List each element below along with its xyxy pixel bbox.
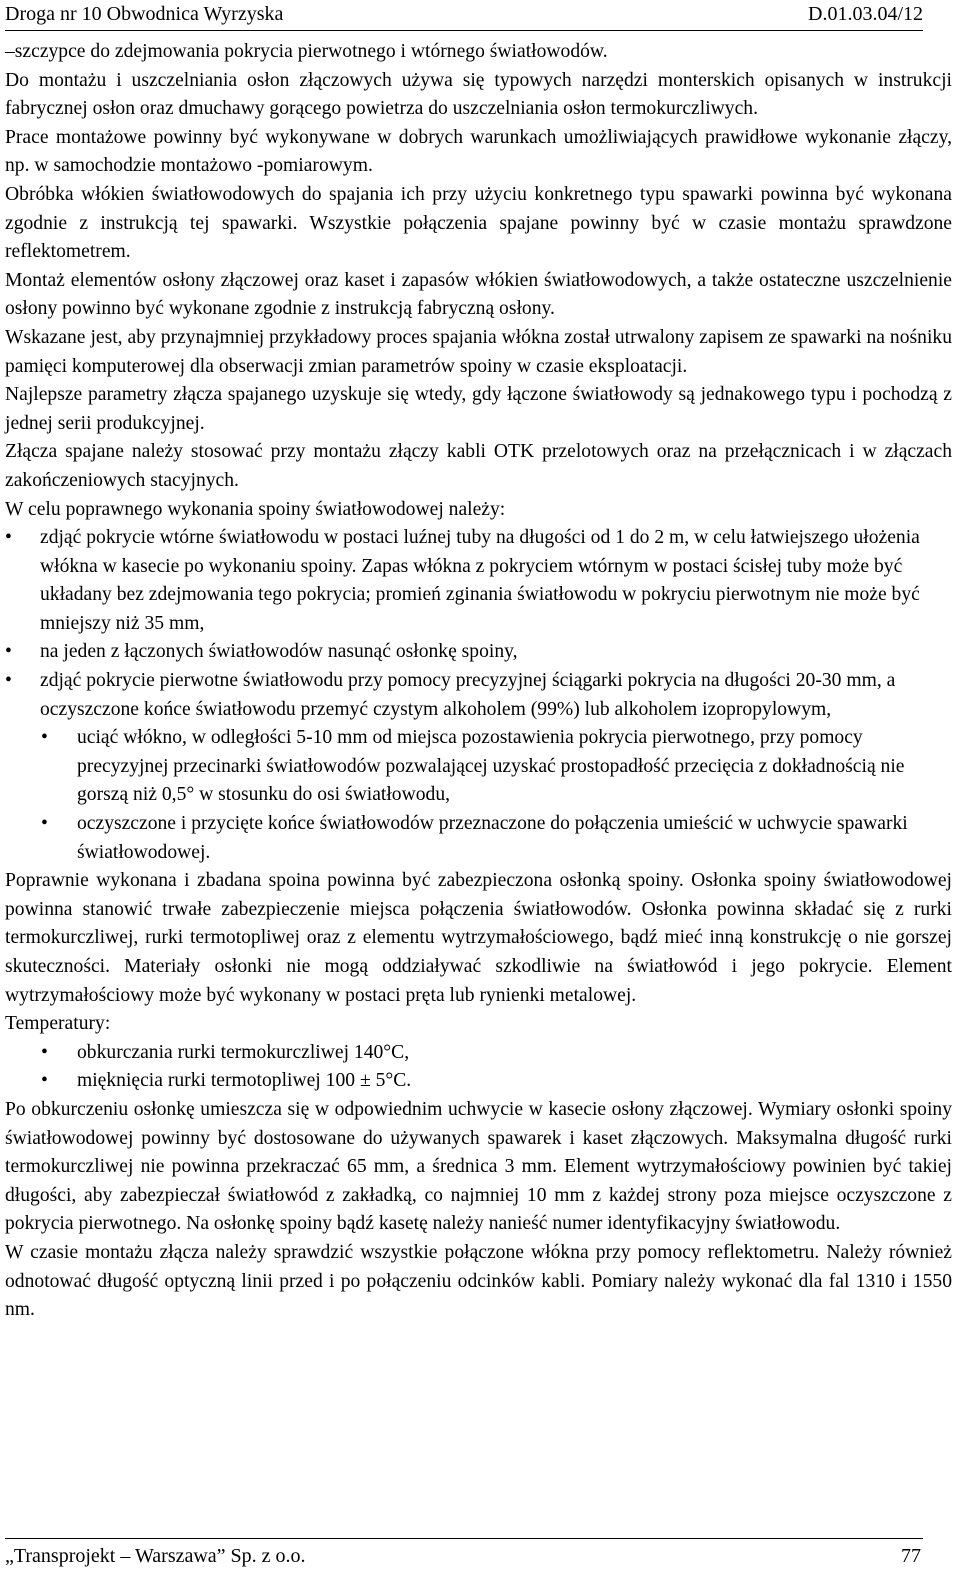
bullet-icon: •: [5, 527, 12, 549]
list-item: [5, 524, 952, 638]
paragraph: Poprawnie wykonana i zbadana spoina powinna być zabezpieczona osłonką spoiny. Osłonka spoiny światłowodowej powinna stanowić trwałe zabezpieczenie miejsca połączenia światłowodów. Osłonka powinna składać się z rurki termokurczliwej, rurki termotopliwej oraz z elementu wytrzymałościowego, bądź mieć inną konstrukcję o nie gorszej skuteczności. Materiały osłonki nie mogą oddziaływać szkodliwie na światłowód i jego pokrycie. Element wytrzymałościowy może być wykonany w postaci pręta lub rynienki metalowej.: [5, 870, 952, 1006]
list-item-text: oczyszczone i przycięte końce światłowodów przeznaczone do połączenia umieścić w uchwycie spawarki światłowodowej.: [77, 813, 908, 863]
list-item-text: zdjąć pokrycie pierwotne światłowodu przy pomocy precyzyjnej ściągarki pokrycia na długości 20-30 mm, a oczyszczone końce światłowodu przemyć czystym alkoholem (99%) lub alkoholem izopropylowym,: [40, 670, 896, 720]
bullet-icon: •: [5, 641, 12, 663]
footer-company: „Transprojekt – Warszawa” Sp. z o.o.: [5, 1545, 306, 1567]
page-header: [5, 0, 923, 31]
paragraph: Najlepsze parametry złącza spajanego uzyskuje się wtedy, gdy łączone światłowody są jednakowego typu i pochodzą z jednej serii produkcyjnej.: [5, 384, 952, 434]
list-item: [5, 1039, 952, 1068]
list-item: [5, 724, 952, 810]
list-item-text: zdjąć pokrycie wtórne światłowodu w postaci luźnej tuby na długości od 1 do 2 m, w celu łatwiejszego ułożenia włókna w kasecie po wykonaniu spoiny. Zapas włókna z pokryciem wtórnym w postaci ścisłej tuby może być układany bez zdejmowania tego pokrycia; promień zginania światłowodu w pokryciu pierwotnym nie może być mniejszy niż 35 mm,: [40, 527, 920, 634]
bullet-icon: •: [41, 727, 48, 749]
paragraph: –szczypce do zdejmowania pokrycia pierwotnego i wtórnego światłowodów.: [5, 41, 608, 62]
list-item: [5, 1067, 952, 1096]
bullet-icon: •: [41, 1070, 48, 1092]
paragraph: Obróbka włókien światłowodowych do spajania ich przy użyciu konkretnego typu spawarki powinna być wykonana zgodnie z instrukcją tej spawarki. Wszystkie połączenia spajane powinny być w czasie montażu sprawdzone reflektometrem.: [5, 183, 952, 263]
header-code: D.01.03.04/12: [808, 3, 923, 25]
list-item: [5, 810, 952, 867]
bullet-icon: •: [5, 670, 12, 692]
paragraph: Prace montażowe powinny być wykonywane w dobrych warunkach umożliwiających prawidłowe wykonanie złączy, np. w samochodzie montażowo -pomiarowym.: [5, 126, 952, 177]
paragraph: Wskazane jest, aby przynajmniej przykładowy proces spajania włókna został utrwalony zapisem ze spawarki na nośniku pamięci komputerowej dla obserwacji zmian parametrów spoiny w czasie eksploatacji.: [5, 326, 952, 377]
paragraph: Temperatury:: [5, 1013, 111, 1035]
paragraph: Do montażu i uszczelniania osłon złączowych używa się typowych narzędzi monterskich opisanych w instrukcji fabrycznej osłon oraz dmuchawy gorącego powietrza do uszczelniania osłon termokurczliwych.: [5, 69, 952, 120]
page-number: 77: [901, 1545, 921, 1567]
paragraph: W celu poprawnego wykonania spoiny światłowodowej należy:: [5, 498, 506, 520]
paragraph: Po obkurczeniu osłonkę umieszcza się w odpowiednim uchwycie w kasecie osłony złączowej. Wymiary osłonki spoiny światłowodowej powinny być dostosowane do używanych spawarek i kaset złączowych. Maksymalna długość rurki termokurczliwej nie powinna przekraczać 65 mm, a średnica 3 mm. Element wytrzymałościowy powinien być takiej długości, aby zabezpieczał światłowód z zakładką, co najmniej 10 mm z każdej strony poza miejsce oczyszczone z pokrycia pierwotnego. Na osłonkę spoiny bądź kasetę należy nanieść numer identyfikacyjny światłowodu.: [5, 1098, 952, 1235]
list-item-text: mięknięcia rurki termotopliwej 100 ± 5°C.: [77, 1070, 412, 1092]
paragraph: W czasie montażu złącza należy sprawdzić wszystkie połączone włókna przy pomocy reflektometru. Należy również odnotować długość optyczną linii przed i po połączeniu odcinków kabli. Pomiary należy wykonać dla fal 1310 i 1550 nm.: [5, 1241, 952, 1321]
bullet-icon: •: [41, 813, 48, 835]
list-item-text: uciąć włókno, w odległości 5-10 mm od miejsca pozostawienia pokrycia pierwotnego, przy pomocy precyzyjnej przecinarki światłowodów pozwalającej uzyskać prostopadłość przecięcia z dokładnością nie gorszą niż 0,5° w stosunku do osi światłowodu,: [77, 727, 905, 806]
page-footer: [5, 1538, 923, 1573]
document-body: [5, 38, 952, 1325]
list-item: [5, 638, 952, 667]
list-item-text: na jeden z łączonych światłowodów nasunąć osłonkę spoiny,: [40, 641, 518, 663]
paragraph: Złącza spajane należy stosować przy montażu złączy kabli OTK przelotowych oraz na przełącznicach i w złączach zakończeniowych stacyjnych.: [5, 441, 952, 491]
header-title: Droga nr 10 Obwodnica Wyrzyska: [5, 3, 284, 25]
list-item-text: obkurczania rurki termokurczliwej 140°C,: [77, 1041, 410, 1063]
paragraph: Montaż elementów osłony złączowej oraz kaset i zapasów włókien światłowodowych, a także ostateczne uszczelnienie osłony powinno być wykonane zgodnie z instrukcją fabryczną osłony.: [5, 269, 952, 320]
list-item: [5, 667, 952, 724]
bullet-icon: •: [41, 1041, 48, 1063]
